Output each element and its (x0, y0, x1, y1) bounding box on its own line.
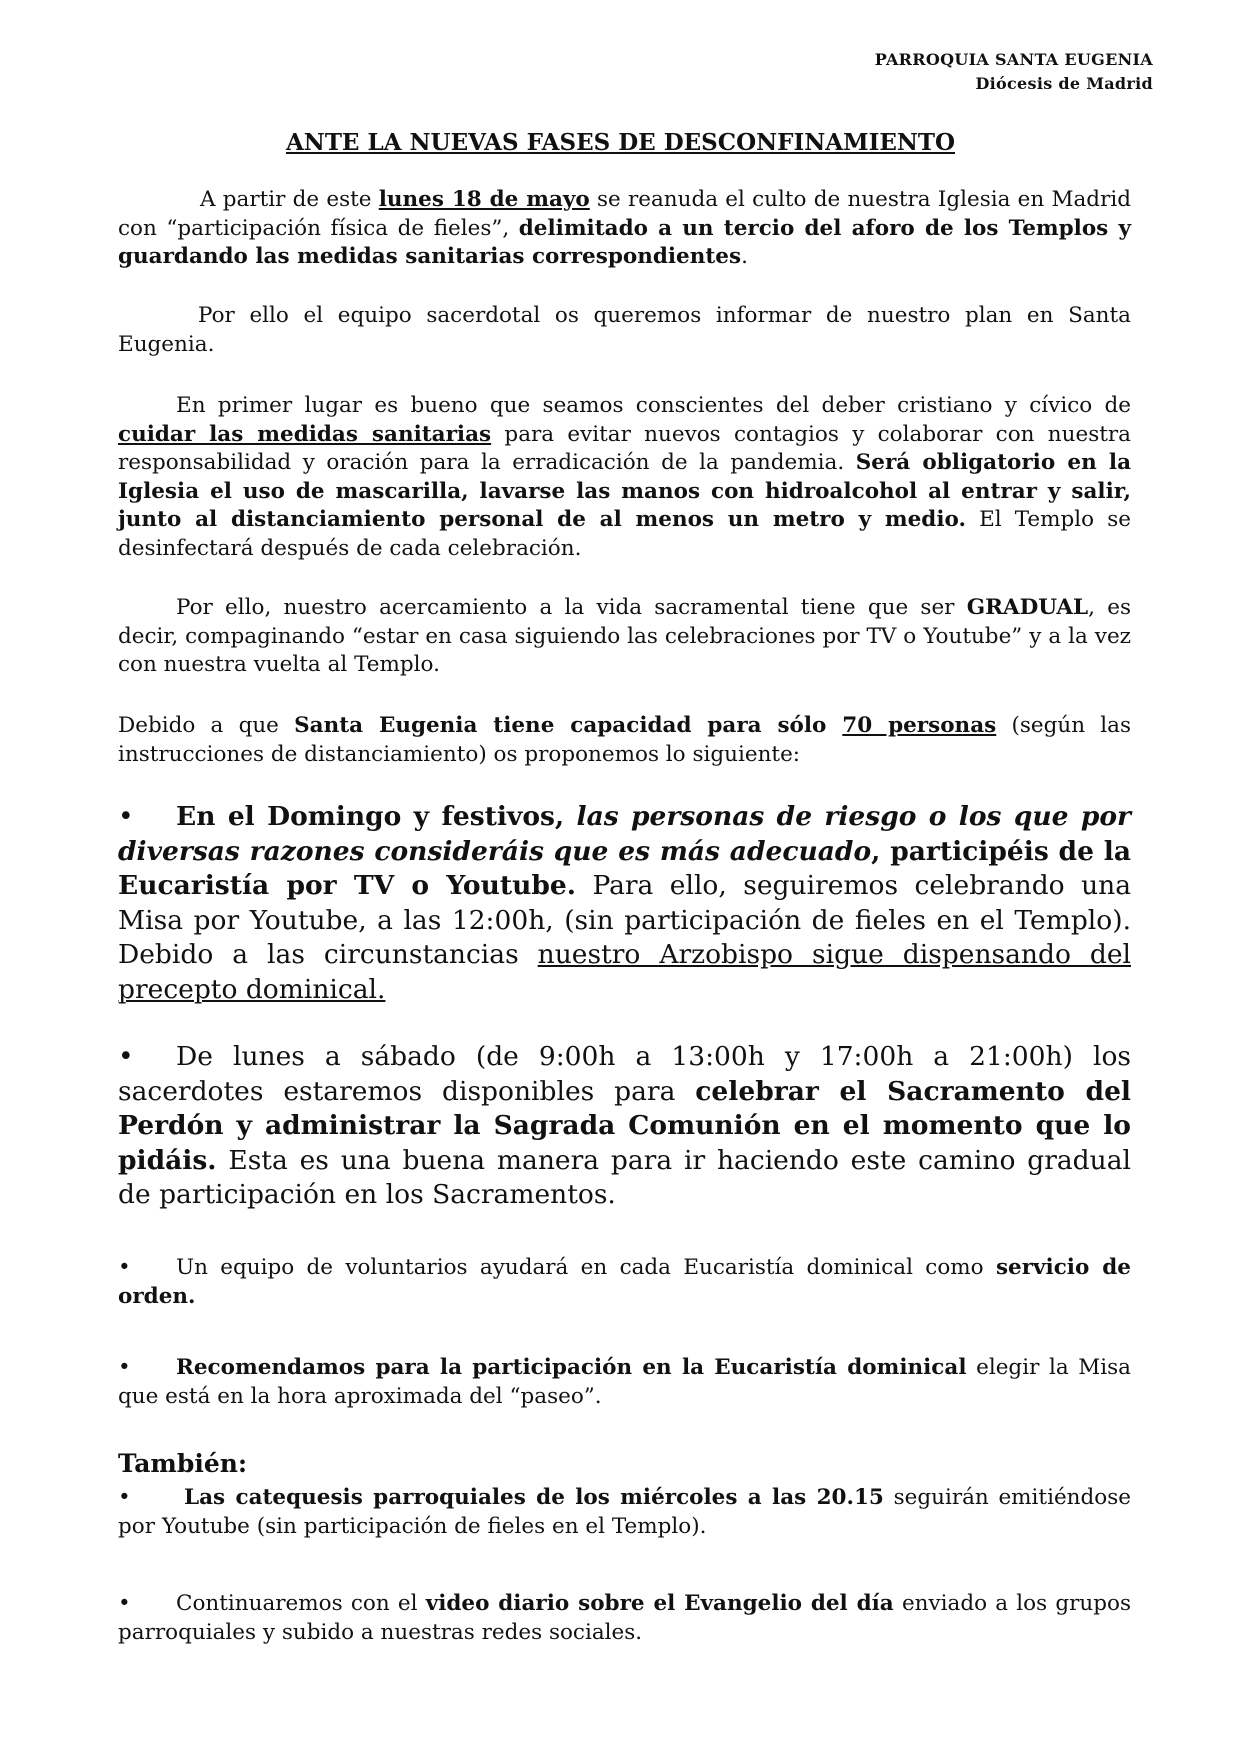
bold-text: celebrar el Sacramento del Perdón y administrar la Sagrada Comunión en el momento que lo pidáis. (118, 1075, 1131, 1176)
text: enviado a los grupos parroquiales y subido a nuestras redes sociales. (118, 1591, 1131, 1645)
bullet-daily-video (118, 1590, 1131, 1647)
text: , es decir, compaginando “estar en casa siguiendo las celebraciones por TV o Youtube” y a la vez con nuestra vuelta al Templo. (118, 595, 1131, 677)
bullet-icon (118, 1254, 176, 1283)
bullet-icon (118, 1040, 176, 1075)
text: Por ello, nuestro acercamiento a la vida sacramental tiene que ser (176, 595, 967, 620)
bold-text: servicio de orden. (118, 1255, 1131, 1309)
text: (según las instrucciones de distanciamiento) os proponemos lo siguiente: (118, 713, 1132, 767)
bold-text: GRADUAL (966, 595, 1089, 620)
bullet-volunteers (118, 1254, 1131, 1311)
bullet-sunday-mass (118, 800, 1131, 1007)
text: Debido a que (118, 713, 295, 738)
text: El Templo se desinfectará después de cada celebración. (118, 507, 1131, 561)
text: seguirán emitiéndose por Youtube (sin participación de fieles en el Templo). (118, 1485, 1131, 1539)
text: Para ello, seguiremos celebrando una Misa por Youtube, a las 12:00h, (sin participación de fieles en el Templo). Debido a las circunstancias (118, 870, 1131, 970)
bullet-icon (118, 1484, 184, 1513)
paragraph-capacity (118, 712, 1131, 769)
section-heading-also: También: (118, 1449, 248, 1478)
bold-italic-text: las personas de riesgo o los que por diversas razones consideráis que es más adecuado (118, 801, 1131, 867)
bullet-icon (118, 800, 176, 835)
bold-text: Santa Eugenia tiene capacidad para sólo (294, 713, 843, 738)
paragraph-intro (118, 186, 1131, 272)
bold-text: delimitado a un tercio del aforo de los Templos y guardando las medidas sanitarias correspondientes (118, 215, 1131, 269)
text: . (741, 244, 748, 269)
text: En primer lugar es bueno que seamos conscientes del deber cristiano y cívico de (176, 393, 1131, 418)
date-highlight: lunes 18 de mayo (378, 187, 590, 212)
bullet-recommendation (118, 1354, 1131, 1411)
bullet-icon (118, 1590, 176, 1619)
underlined-bold-text: cuidar las medidas sanitarias (118, 421, 492, 447)
bullet-catechesis (118, 1484, 1131, 1541)
text: De lunes a sábado (de 9:00h a 13:00h y 17:00h a 21:00h) los sacerdotes estaremos disponibles para (118, 1041, 1131, 1107)
bold-text: Recomendamos para la participación en la Eucaristía dominical (176, 1355, 967, 1380)
text: Esta es una buena manera para ir haciendo este camino gradual de participación en los Sacramentos. (118, 1144, 1131, 1210)
text: Un equipo de voluntarios ayudará en cada Eucaristía dominical como (176, 1255, 996, 1280)
bold-text: , participéis de la Eucaristía por TV o Youtube. (118, 835, 1132, 901)
text: se reanuda el culto de nuestra Iglesia en Madrid con “participación física de fieles”, (118, 187, 1131, 241)
paragraph-health-measures (118, 392, 1131, 563)
text: elegir la Misa que está en la hora aproximada del “paseo”. (118, 1355, 1131, 1409)
text: Continuaremos con el (176, 1591, 426, 1616)
paragraph-gradual (118, 594, 1131, 680)
text: A partir de este (200, 187, 379, 212)
bold-text: En el Domingo y festivos, (176, 801, 577, 832)
text: para evitar nuevos contagios y colaborar con nuestra responsabilidad y oración para la erradicación de la pandemia. (118, 421, 1131, 475)
paragraph-plan: Por ello el equipo sacerdotal os queremos informar de nuestro plan en Santa Eugenia. (118, 303, 1131, 357)
capacity-number: 70 personas (842, 713, 997, 738)
bullet-weekday-sacraments (118, 1040, 1131, 1213)
bullet-icon (118, 1354, 176, 1383)
diocese-name: Diócesis de Madrid (975, 74, 1153, 93)
parish-name: PARROQUIA SANTA EUGENIA (874, 50, 1153, 69)
bold-text: video diario sobre el Evangelio del día (425, 1591, 894, 1616)
page-title: ANTE LA NUEVAS FASES DE DESCONFINAMIENTO (285, 129, 956, 156)
underlined-text: nuestro Arzobispo sigue dispensando del precepto dominical. (118, 939, 1131, 1005)
bold-text: Las catequesis parroquiales de los miércoles a las 20.15 (184, 1485, 884, 1510)
bold-text: Será obligatorio en la Iglesia el uso de mascarilla, lavarse las manos con hidroalcohol al entrar y salir, junto al distanciamiento personal de al menos un metro y medio. (118, 450, 1131, 532)
